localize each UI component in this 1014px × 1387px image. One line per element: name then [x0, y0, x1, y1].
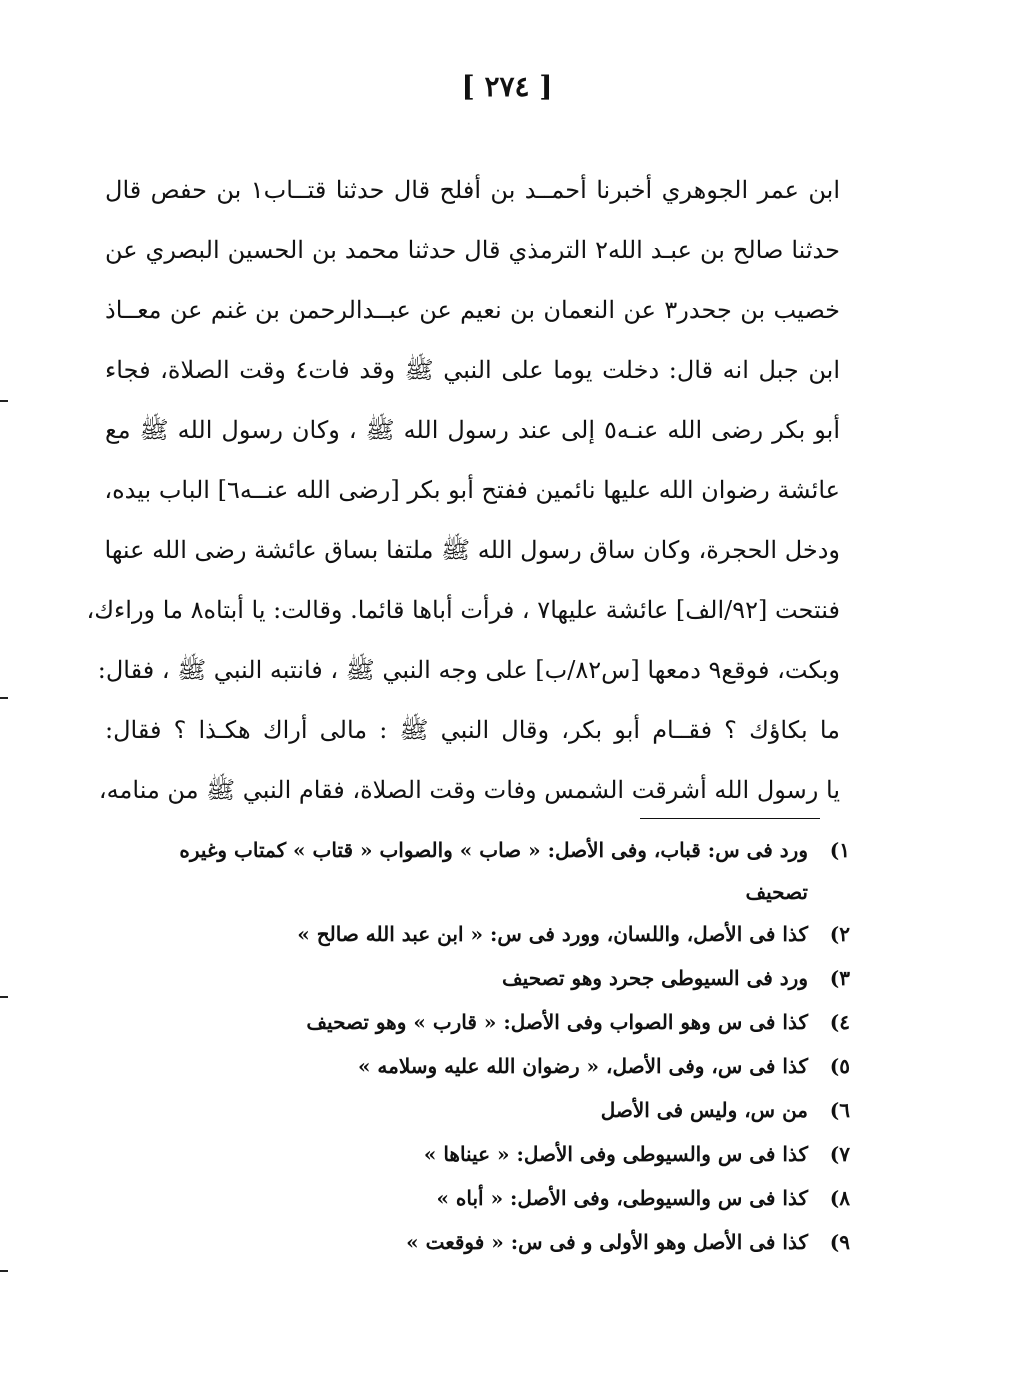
footnote-8: [100, 1176, 850, 1220]
footnote-text: كذا فى س وهو الصواب وفى الأصل: « قارب » وهو تصحيف: [306, 1010, 808, 1034]
footnote-separator: [640, 818, 820, 819]
text-line: فنتحت [٩٢/الف] عائشة عليها٧ ، فرأت أباها قائما. وقالت: يا أبتاه٨ ما وراءك،: [86, 596, 840, 624]
footnote-text: كذا فى الأصل وهو الأولى و فى س: « فوقعت »: [406, 1230, 808, 1254]
text-line: أبو بكر رضى الله عنـه٥ إلى عند رسول الله ﷺ ، وكان رسول الله ﷺ مع: [105, 416, 840, 444]
footnote-text: كذا فى الأصل، واللسان، وورد فى س: « ابن عبد الله صالح »: [297, 922, 808, 946]
text-line: ابن عمر الجوهري أخبرنا أحمــد بن أفلح قال حدثنا قتــاب١ بن حفص قال: [105, 176, 841, 204]
footnote-continuation: تصحيف: [745, 880, 808, 904]
footnote-text: كذا فى س والسيوطى، وفى الأصل: « أباه »: [436, 1186, 808, 1210]
scan-margin-mark: [0, 697, 8, 699]
text-line: وبكت، فوقع٩ دمعها [س٨٢/ب] على وجه النبي ﷺ ، فانتبه النبي ﷺ ، فقال:: [97, 656, 840, 684]
footnote-3: [100, 956, 850, 1000]
footnote-text: كذا فى س والسيوطى وفى الأصل: « عيناها »: [423, 1142, 808, 1166]
text-line: ودخل الحجرة، وكان ساق رسول الله ﷺ ملتفا بساق عائشة رضى الله عنها: [104, 536, 840, 564]
footnote-number: ٢): [829, 922, 850, 946]
footnote-text: ورد فى س: قباب، وفى الأصل: « صاب » والصواب « قتاب » كمتاب وغيره: [179, 838, 808, 862]
footnote-number: ٩): [829, 1230, 850, 1254]
text-line: يا رسول الله أشرقت الشمس وفات وقت الصلاة، فقام النبي ﷺ من منامه،: [98, 776, 840, 804]
footnote-9: [100, 1220, 850, 1264]
text-line: ما بكاؤك ؟ فقــام أبو بكر، وقال النبي ﷺ : مالى أراك هكـذا ؟ فقال:: [105, 716, 840, 744]
scan-margin-mark: [0, 996, 8, 998]
footnote-number: ٨): [829, 1186, 850, 1210]
footnote-number: ٣): [829, 966, 850, 990]
footnote-text: كذا فى س، وفى الأصل، « رضوان الله عليه وسلامه »: [357, 1054, 808, 1078]
footnote-number: ١): [829, 838, 850, 862]
text-line: خصيب بن جحدر٣ عن النعمان بن نعيم عن عبــدالرحمن بن غنم عن معــاذ: [105, 296, 840, 324]
footnote-6: [100, 1088, 850, 1132]
scan-margin-mark: [0, 400, 8, 402]
footnote-number: ٦): [829, 1098, 850, 1122]
footnote-5: [100, 1044, 850, 1088]
footnote-7: [100, 1132, 850, 1176]
footnote-number: ٧): [829, 1142, 850, 1166]
footnotes: [100, 828, 850, 1264]
scan-margin-mark: [0, 1270, 8, 1272]
footnote-text: من س، وليس فى الأصل: [600, 1098, 808, 1122]
footnote-2: [100, 912, 850, 956]
footnote-number: ٤): [829, 1010, 850, 1034]
main-text: [86, 160, 841, 820]
footnote-4: [100, 1000, 850, 1044]
text-line: حدثنا صالح بن عبـد الله٢ الترمذي قال حدثنا محمد بن الحسين البصري عن: [105, 236, 840, 264]
page-number: [ ٢٧٤ ]: [461, 70, 553, 103]
footnote-number: ٥): [829, 1054, 850, 1078]
text-line: ابن جبل انه قال: دخلت يوما على النبي ﷺ وقد فات٤ وقت الصلاة، فجاء: [105, 356, 841, 384]
text-line: عائشة رضوان الله عليها نائمين ففتح أبو بكر [رضى الله عنــه٦] الباب بيده،: [104, 476, 840, 504]
footnote-text: ورد فى السيوطى جحرد وهو تصحيف: [501, 966, 808, 990]
footnote-1: [100, 828, 850, 872]
